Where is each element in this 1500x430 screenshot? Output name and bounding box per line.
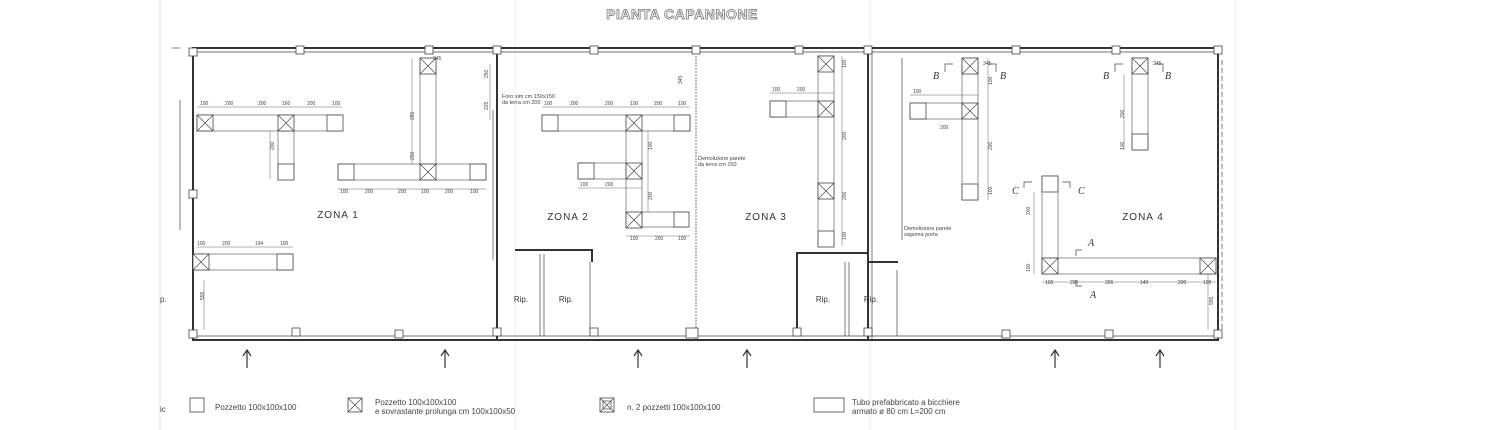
svg-text:100: 100 [200,101,209,107]
legend-label-pit: Pozzetto 100x100x100 [215,403,297,412]
note-foro-2: da terra cm 200 [502,100,541,106]
svg-text:200: 200 [225,101,234,107]
room-label-rip: Rip. [815,295,831,304]
svg-text:100: 100 [544,101,553,107]
svg-text:A: A [1088,238,1095,249]
svg-text:100: 100 [421,189,430,195]
svg-text:200: 200 [258,101,267,107]
svg-text:100: 100 [678,101,687,107]
zone-label-1: ZONA 1 [317,210,359,221]
pipe-network-zona-4 [910,58,1216,274]
svg-text:100: 100 [988,186,994,195]
room-label-rip: Rip. [558,295,574,304]
svg-text:100: 100 [1026,263,1032,272]
svg-text:200: 200 [1178,280,1187,286]
svg-text:100: 100 [1045,280,1054,286]
svg-text:100: 100 [648,141,654,150]
svg-text:100: 100 [332,101,341,107]
svg-text:225: 225 [484,101,490,110]
svg-text:100: 100 [630,236,639,242]
svg-text:100: 100 [1120,141,1126,150]
svg-text:200: 200 [940,125,949,131]
svg-text:A: A [1090,290,1097,301]
zone-label-2: ZONA 2 [547,212,589,223]
svg-text:345: 345 [678,75,684,84]
svg-text:555: 555 [200,291,206,300]
svg-text:200: 200 [398,189,407,195]
svg-text:200: 200 [842,191,848,200]
svg-text:200: 200 [654,101,663,107]
svg-text:285: 285 [410,111,416,120]
svg-text:200: 200 [445,189,454,195]
svg-text:100: 100 [678,236,687,242]
svg-text:200: 200 [307,101,316,107]
svg-text:250: 250 [484,69,490,78]
note-demolition-2: Demolizione parete [904,226,952,232]
edge-fragment: ic [160,405,166,414]
svg-text:345: 345 [1153,61,1162,67]
svg-text:100: 100 [772,87,781,93]
svg-text:100: 100 [340,189,349,195]
drawing-title: PIANTA CAPANNONE [606,6,758,22]
svg-text:194: 194 [255,241,264,247]
svg-text:160: 160 [282,101,291,107]
note-foro: Foro sim cm 150x150 [502,94,555,100]
legend-symbol-pipe [814,398,844,412]
legend-label-double-pit: n. 2 pozzetti 100x100x100 [627,403,721,412]
svg-text:200: 200 [1070,280,1079,286]
svg-text:200: 200 [270,141,276,150]
svg-text:200: 200 [1120,109,1126,118]
svg-text:100: 100 [913,89,922,95]
svg-text:B: B [1000,71,1007,82]
svg-text:200: 200 [655,236,664,242]
note-demolition-1b: da terra cm 150 [698,162,737,168]
svg-text:200: 200 [648,191,654,200]
svg-text:100: 100 [470,189,479,195]
zone-label-4: ZONA 4 [1122,212,1164,223]
svg-text:100: 100 [842,231,848,240]
svg-text:100: 100 [197,241,206,247]
svg-text:200: 200 [605,182,614,188]
dimension-lines [197,56,1216,330]
svg-text:100: 100 [280,241,289,247]
legend-label-pipe-2: armato ø 80 cm L=200 cm [852,407,946,416]
svg-text:B: B [1103,71,1110,82]
svg-text:200: 200 [1026,206,1032,215]
svg-text:100: 100 [630,101,639,107]
room-label-rip: Rip. [863,295,879,304]
note-demolition-1: Demolizione parete [698,156,746,162]
svg-text:200: 200 [842,131,848,140]
svg-text:345: 345 [433,56,442,62]
inspection-pits-zona-4 [910,58,1216,274]
room-label-rip: Rip. [513,295,529,304]
svg-text:B: B [933,71,940,82]
svg-text:200: 200 [605,101,614,107]
svg-text:200: 200 [570,101,579,107]
svg-text:C: C [1012,186,1019,197]
svg-text:100: 100 [1203,280,1212,286]
building-outline [172,48,1222,340]
svg-text:555: 555 [1209,296,1215,305]
svg-text:100: 100 [580,182,589,188]
zone-label-3: ZONA 3 [745,212,787,223]
svg-text:B: B [1165,71,1172,82]
legend-label-pit-extension: Pozzetto 100x100x100 [375,398,457,407]
svg-text:345: 345 [983,61,992,67]
svg-text:100: 100 [842,59,848,68]
svg-text:200: 200 [797,87,806,93]
legend-label-pipe: Tubo prefabbricato a bicchiere [852,398,960,407]
entry-arrows [243,350,1164,368]
legend-symbol-pit [190,398,204,412]
note-demolition-2b: sagoma porta [904,232,938,238]
pipe-network-zona-2 [542,115,690,227]
svg-text:200: 200 [988,141,994,150]
svg-text:200: 200 [222,241,231,247]
svg-text:206: 206 [1105,280,1114,286]
svg-text:100: 100 [988,76,994,85]
legend-label-pit-extension-2: e sovrastante prolunga cm 100x100x50 [375,407,516,416]
legend [190,398,960,416]
svg-text:C: C [1078,186,1085,197]
svg-text:200: 200 [365,189,374,195]
edge-fragment: p. [160,295,167,304]
svg-text:140: 140 [1140,280,1149,286]
svg-text:250: 250 [410,151,416,160]
